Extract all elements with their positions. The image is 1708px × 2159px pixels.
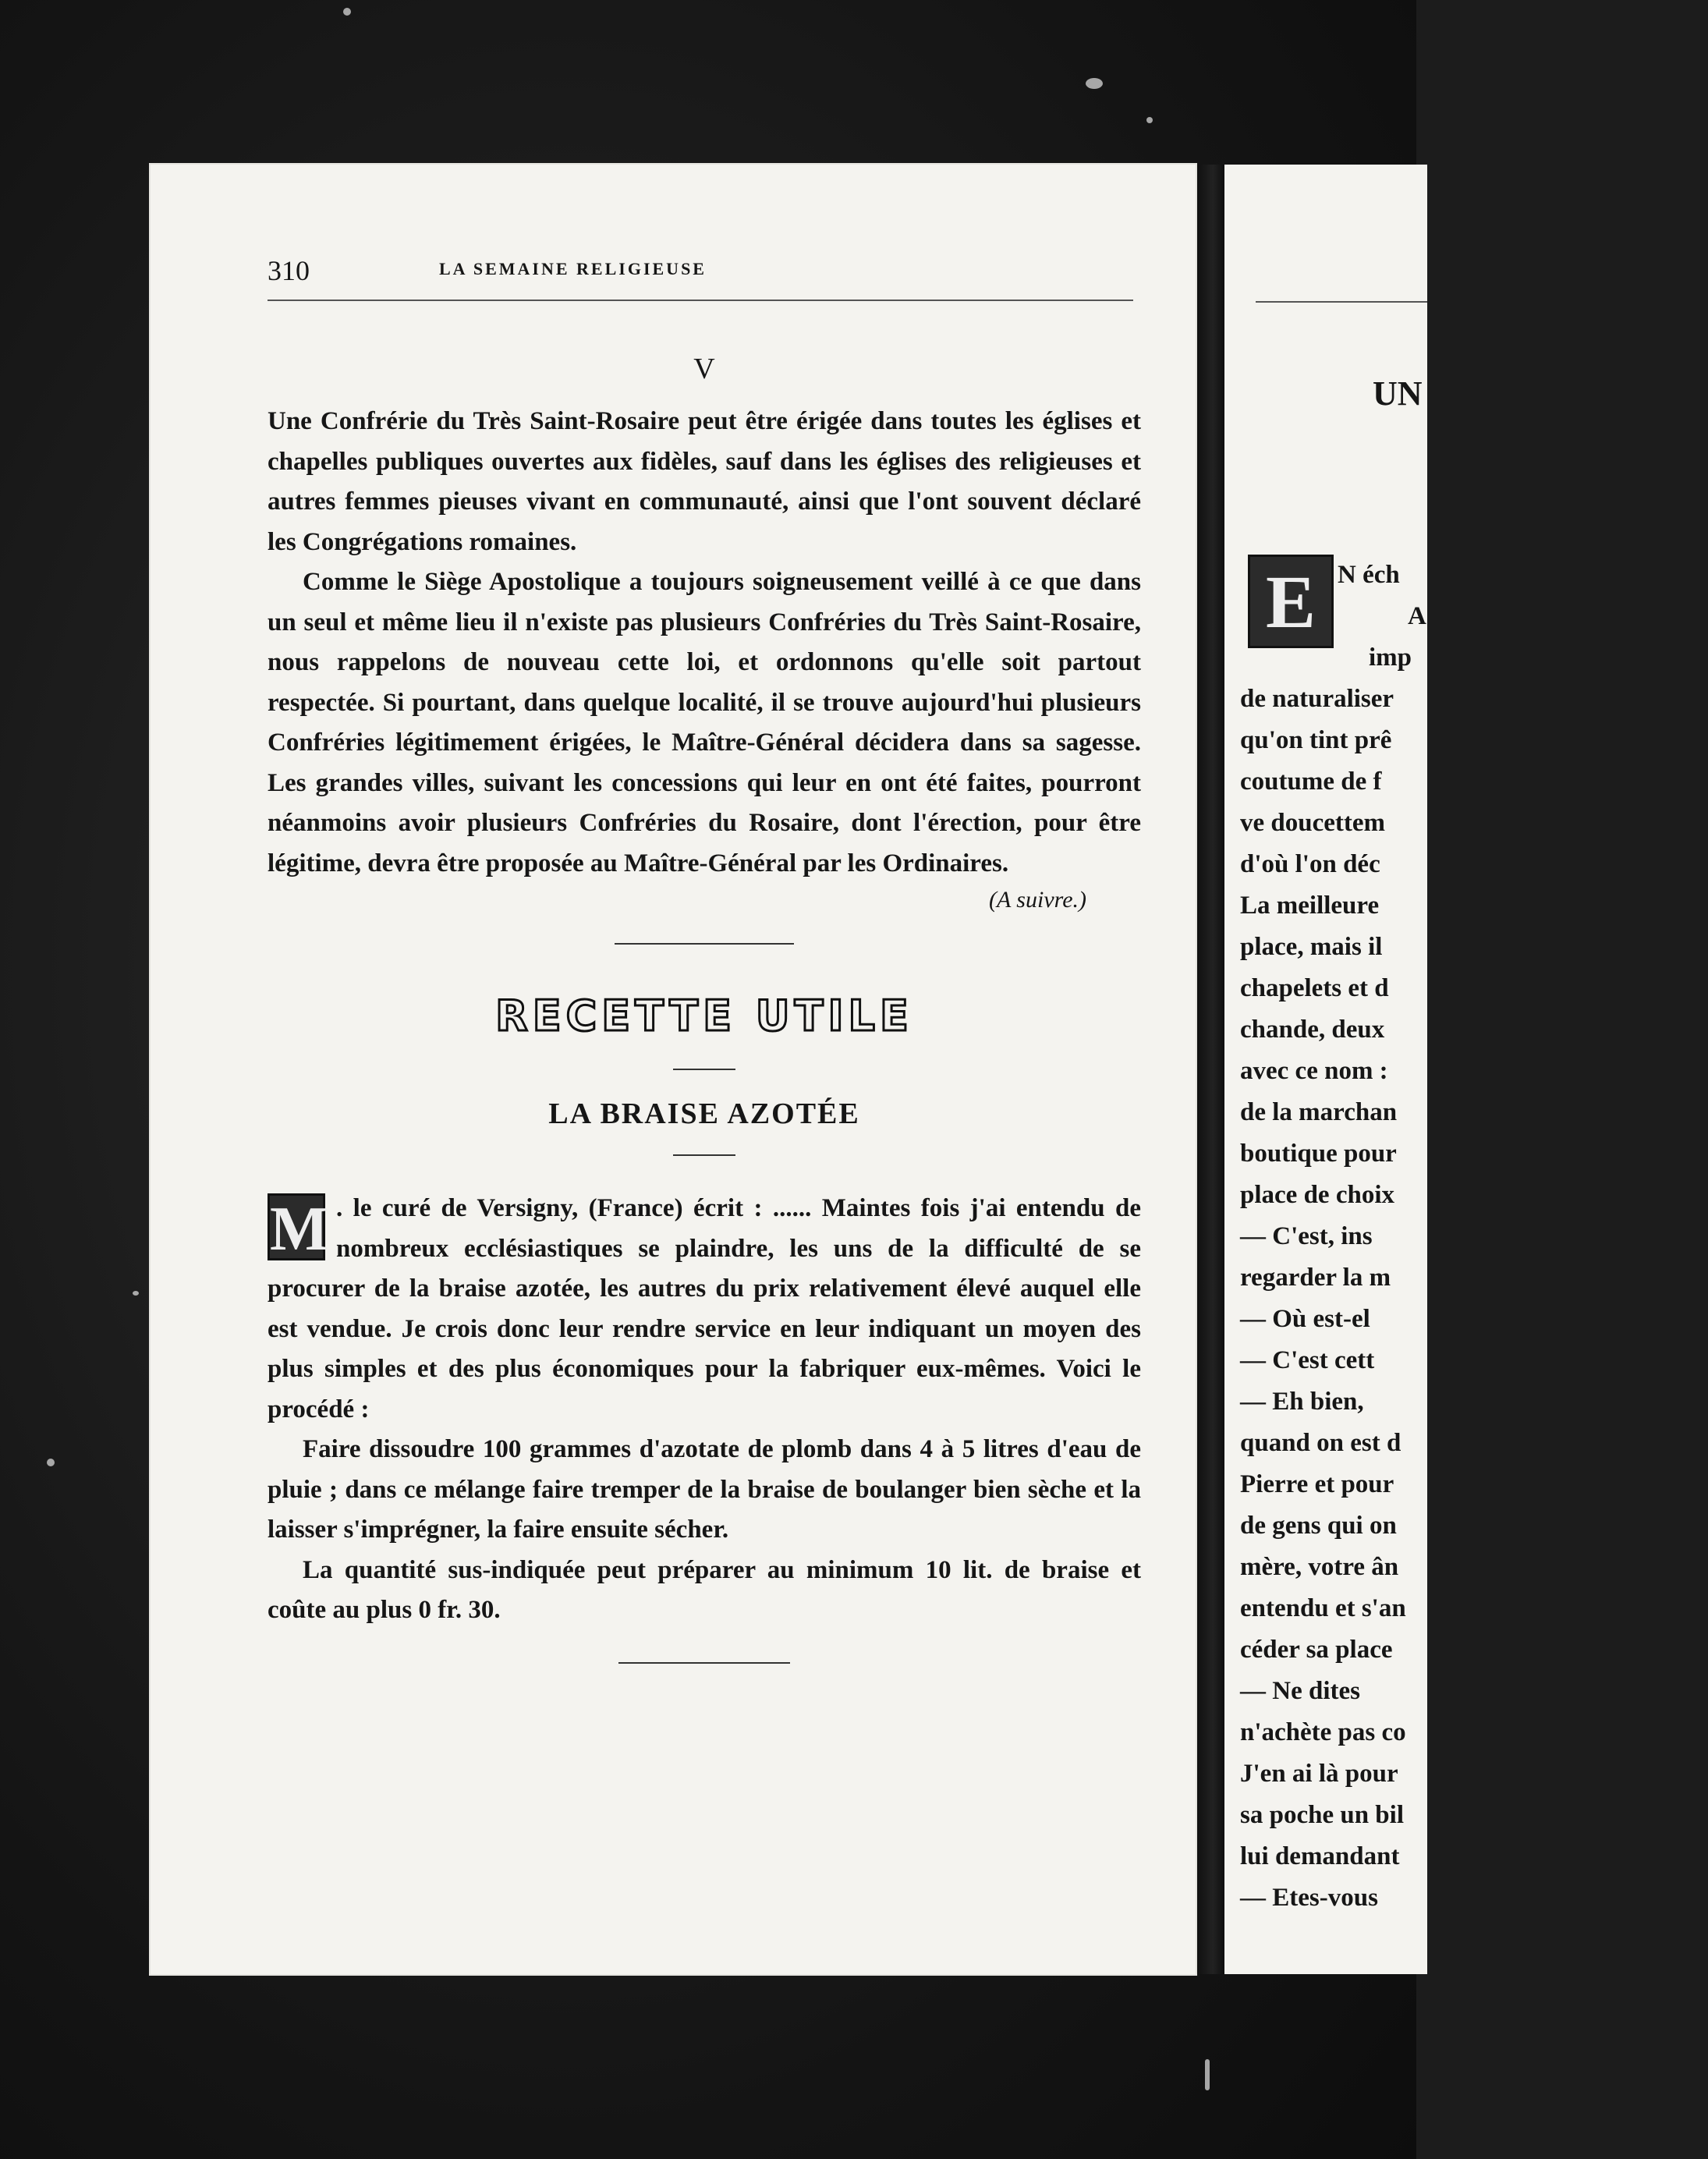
right-text-line: — Où est-el	[1240, 1305, 1370, 1333]
right-text-line: J'en ai là pour	[1240, 1760, 1398, 1788]
right-text-line: n'achète pas co	[1240, 1718, 1406, 1746]
dust-speck	[1086, 78, 1103, 89]
left-page	[151, 165, 1196, 1974]
running-head	[268, 254, 1149, 285]
dust-speck	[1146, 117, 1153, 123]
right-text-line: chapelets et d	[1240, 974, 1389, 1002]
right-text-line: regarder la m	[1240, 1264, 1391, 1292]
right-text-line: mère, votre ân	[1240, 1553, 1399, 1581]
right-text-line: de naturaliser	[1240, 685, 1394, 713]
right-text-line: Pierre et pour	[1240, 1470, 1394, 1498]
journal-title: LA SEMAINE RELIGIEUSE	[439, 259, 707, 278]
right-text-line: boutique pour	[1240, 1140, 1397, 1168]
right-text-line: — Eh bien,	[1240, 1388, 1364, 1416]
right-text-line: d'où l'on déc	[1240, 850, 1380, 878]
right-text-line: lui demandant	[1240, 1842, 1400, 1870]
article-opening	[268, 1189, 1141, 1430]
right-text-line: quand on est d	[1240, 1429, 1401, 1457]
right-text-line: coutume de f	[1240, 768, 1382, 796]
dust-speck	[47, 1459, 55, 1466]
right-heading-fragment: UN	[1373, 374, 1423, 413]
right-text-line: sa poche un bil	[1240, 1801, 1404, 1829]
dust-speck	[133, 1291, 139, 1296]
right-text-line: A	[1408, 602, 1426, 630]
right-text-line: chande, deux	[1240, 1016, 1385, 1044]
right-text-line: imp	[1369, 643, 1412, 672]
right-text-line: La meilleure	[1240, 892, 1380, 920]
section-divider	[615, 943, 794, 945]
section-number: V	[693, 353, 715, 385]
right-text-line: N éch	[1338, 561, 1400, 589]
right-header-rule	[1256, 301, 1427, 303]
article-paragraph-2: Faire dissoudre 100 grammes d'azotate de plomb dans 4 à 5 litres d'eau de pluie ; dans ce mélange faire tremper de la braise de boulanger bien sèche et la laisser s'imprégner, la faire ensuite sécher.	[268, 1435, 1141, 1544]
right-text-line: de la marchan	[1240, 1098, 1398, 1126]
article-subtitle: LA BRAISE AZOTÉE	[548, 1097, 860, 1130]
right-text-line: ve doucettem	[1240, 809, 1386, 837]
dust-speck	[1205, 2059, 1210, 2090]
right-drop-cap-ornament: E	[1248, 555, 1334, 648]
right-page-fragment	[1224, 165, 1427, 1974]
end-divider	[618, 1662, 790, 1664]
continuation-note: (A suivre.)	[989, 887, 1086, 913]
right-text-line: place, mais il	[1240, 933, 1383, 961]
right-text-line: céder sa place	[1240, 1636, 1393, 1664]
paragraph-2: Comme le Siège Apostolique a toujours soigneusement veillé à ce que dans un seul et même lieu il n'existe pas plusieurs Confréries du Très Saint-Rosaire, nous rappelons de nouveau cette loi, et ordonnons qu'elle soit partout respectée. Si pourtant, dans quelque localité, il se trouve aujourd'hui plusieurs Confréries légitimement érigées, le Maître-Général décidera dans sa sagesse. Les grandes villes, suivant les concessions qui leur en ont été faites, pourront néanmoins avoir plusieurs Confréries du Rosaire, dont l'érection, pour être légitime, devra être proposée au Maître-Général par les Ordinaires.	[268, 568, 1141, 877]
article-paragraph-1: . le curé de Versigny, (France) écrit : ...... Maintes fois j'ai entendu de nombreux ecclésiastiques se plaindre, les uns de la difficulté de se procurer de la braise azotée, les autres du prix relativement élevé auquel elle est vendue. Je crois donc leur rendre service en leur indiquant un moyen des plus simples et des plus économiques pour la fabriquer eux-mêmes. Voici le procédé :	[268, 1194, 1141, 1423]
right-text-line: place de choix	[1240, 1181, 1394, 1209]
drop-cap-ornament: M	[268, 1193, 325, 1260]
right-text-line: — C'est, ins	[1240, 1222, 1373, 1250]
article-title: RECETTE UTILE	[495, 991, 913, 1041]
right-text-line: avec ce nom :	[1240, 1057, 1388, 1085]
right-text-line: de gens qui on	[1240, 1512, 1397, 1540]
dust-speck	[343, 8, 351, 16]
header-rule	[268, 300, 1133, 301]
right-text-line: — C'est cett	[1240, 1346, 1375, 1374]
right-text-line: — Etes-vous	[1240, 1884, 1378, 1912]
book-gutter	[1196, 165, 1224, 1974]
right-text-line: qu'on tint prê	[1240, 726, 1392, 754]
right-text-lines	[1240, 555, 1708, 1919]
right-text-line: entendu et s'an	[1240, 1594, 1406, 1622]
paragraph-1: Une Confrérie du Très Saint-Rosaire peut être érigée dans toutes les églises et chapelles publiques ouvertes aux fidèles, sauf dans les églises des religieuses et autres femmes pieuses vivant en communauté, ainsi que l'ont souvent déclaré les Congrégations romaines.	[268, 407, 1141, 556]
subtitle-rule	[673, 1154, 735, 1156]
text-column	[268, 352, 1141, 1664]
article-paragraph-3: La quantité sus-indiquée peut préparer au minimum 10 lit. de braise et coûte au plus 0 fr. 30.	[268, 1555, 1141, 1624]
title-rule	[673, 1069, 735, 1070]
right-text-line: — Ne dites	[1240, 1677, 1360, 1705]
page-number: 310	[268, 255, 310, 286]
